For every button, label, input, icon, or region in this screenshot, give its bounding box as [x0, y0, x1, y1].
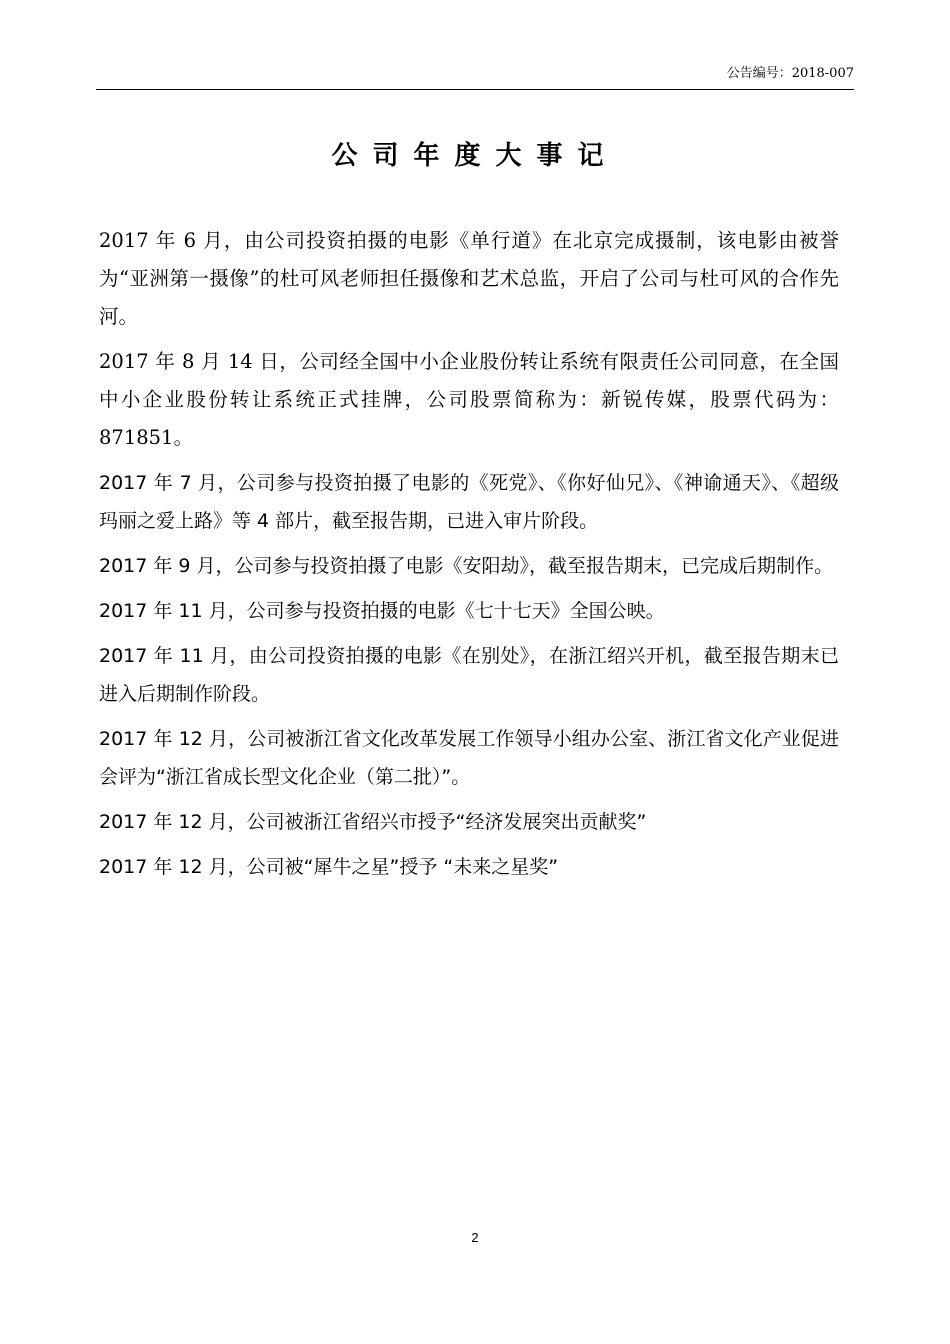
- event-item: 2017 年 12 月，公司被浙江省文化改革发展工作领导小组办公室、浙江省文化产业促进会评为“浙江省成长型文化企业（第二批）”。: [99, 728, 839, 788]
- event-item: 2017 年 11 月，公司参与投资拍摄的电影《七十七天》全国公映。: [99, 600, 665, 622]
- page-number: 2: [471, 1230, 479, 1245]
- event-item: 2017 年 9 月，公司参与投资拍摄了电影《安阳劫》，截至报告期末，已完成后期制作。: [99, 555, 834, 577]
- event-item: 2017 年 11 月，由公司投资拍摄的电影《在别处》，在浙江绍兴开机，截至报告期末已进入后期制作阶段。: [99, 645, 839, 705]
- announcement-number: 公告编号：2018-007: [726, 66, 854, 81]
- event-list: [99, 222, 839, 893]
- page-header: [96, 62, 854, 90]
- event-item: 2017 年 6 月，由公司投资拍摄的电影《单行道》在北京完成摄制，该电影由被誉为“亚洲第一摄像”的杜可风老师担任摄像和艺术总监，开启了公司与杜可风的合作先河。: [99, 229, 839, 328]
- event-item: 2017 年 12 月，公司被浙江省绍兴市授予“经济发展突出贡献奖”: [99, 811, 647, 833]
- event-item: 2017 年 12 月，公司被“犀牛之星”授予 “未来之星奖”: [99, 856, 559, 878]
- page-title: 公司年度大事记: [331, 141, 619, 172]
- event-item: 2017 年 7 月，公司参与投资拍摄了电影的《死党》、《你好仙兄》、《神谕通天》、《超级玛丽之爱上路》等 4 部片，截至报告期，已进入审片阶段。: [99, 472, 839, 532]
- event-item: 2017 年 8 月 14 日，公司经全国中小企业股份转让系统有限责任公司同意，在全国中小企业股份转让系统正式挂牌，公司股票简称为：新锐传媒，股票代码为：871851。: [99, 350, 839, 449]
